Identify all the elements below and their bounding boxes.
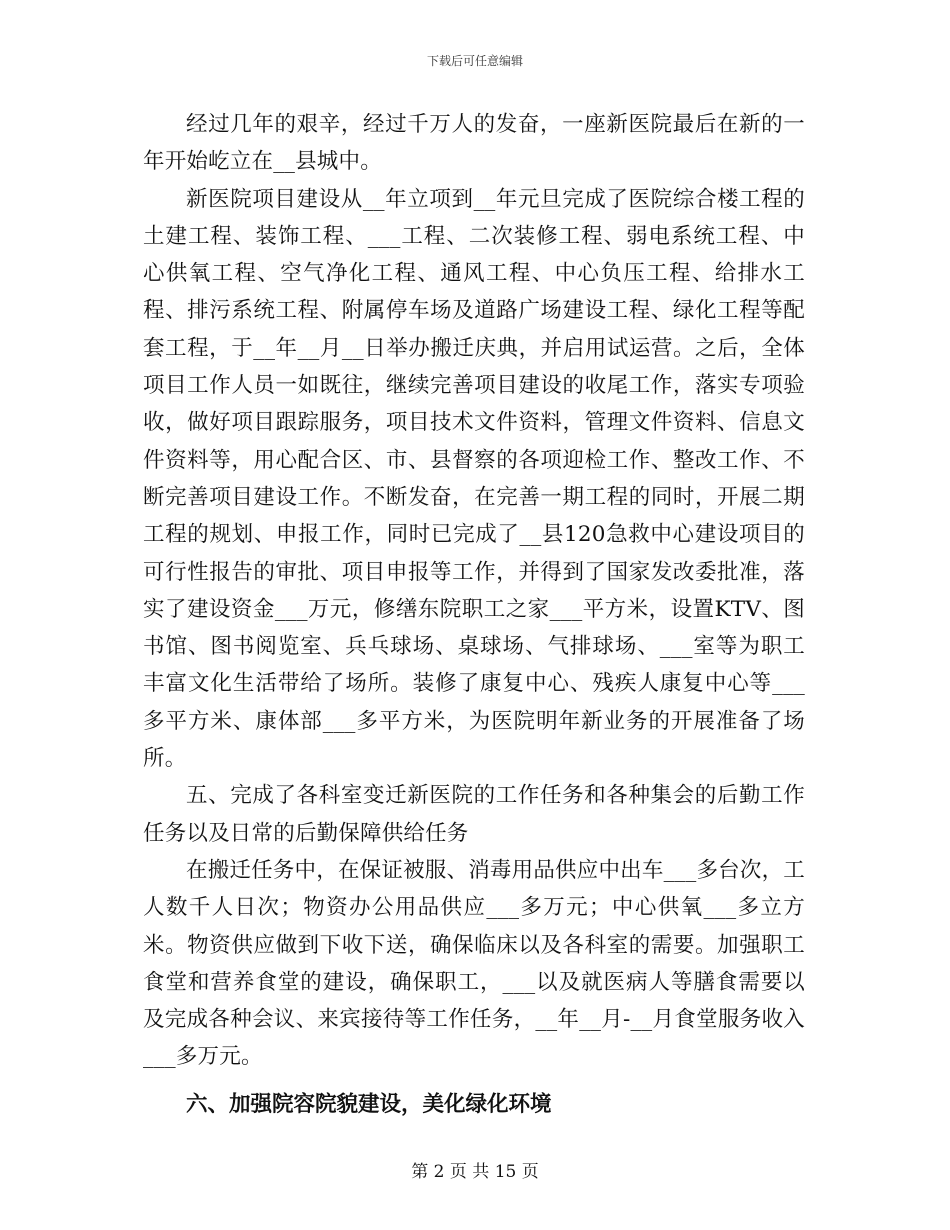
- paragraph-new-hospital-opening: 经过几年的艰辛，经过千万人的发奋，一座新医院最后在新的一年开始屹立在__县城中。: [143, 112, 805, 175]
- paragraph-project-construction: 新医院项目建设从__年立项到__年元旦完成了医院综合楼工程的土建工程、装饰工程、___工程、二次装修工程、弱电系统工程、中心供氧工程、空气净化工程、通风工程、中心负压工程、给排水工程、排污系统工程、附属停车场及道路广场建设工程、绿化工程等配套工程，于__年__月__日举办搬迁庆典，并启用试运营。之后，全体项目工作人员一如既往，继续完善项目建设的收尾工作，落实专项验收，做好项目跟踪服务，项目技术文件资料，管理文件资料、信息文件资料等，用心配合区、市、县督察的各项迎检工作、整改工作、不断完善项目建设工作。不断发奋，在完善一期工程的同时，开展二期工程的规划、申报工作，同时已完成了__县120急救中心建设项目的可行性报告的审批、项目申报等工作，并得到了国家发改委批准，落实了建设资金___万元，修缮东院职工之家___平方米，设置KTV、图书馆、图书阅览室、兵乓球场、桌球场、气排球场、___室等为职工丰富文化生活带给了场所。装修了康复中心、残疾人康复中心等___多平方米、康体部___多平方米，为医院明年新业务的开展准备了场所。: [143, 186, 805, 772]
- section-heading-six: 六、加强院容院貌建设，美化绿化环境: [186, 1091, 552, 1117]
- paragraph-section-five-title: 五、完成了各科室变迁新医院的工作任务和各种集会的后勤工作任务以及日常的后勤保障供给任务: [143, 783, 805, 846]
- page-number-footer: 第 2 页 共 15 页: [411, 1162, 539, 1182]
- document-body: [143, 106, 805, 1123]
- paragraph-relocation-logistics: 在搬迁任务中，在保证被服、消毒用品供应中出车___多台次，工人数千人日次；物资办公用品供应___多万元；中心供氧___多立方米。物资供应做到下收下送，确保临床以及各科室的需要。加强职工食堂和营养食堂的建设，确保职工，___以及就医病人等膳食需要以及完成各种会议、来宾接待等工作任务，__年__月-__月食堂服务收入___多万元。: [143, 857, 805, 1070]
- page-header-note: 下载后可任意编辑: [426, 54, 523, 68]
